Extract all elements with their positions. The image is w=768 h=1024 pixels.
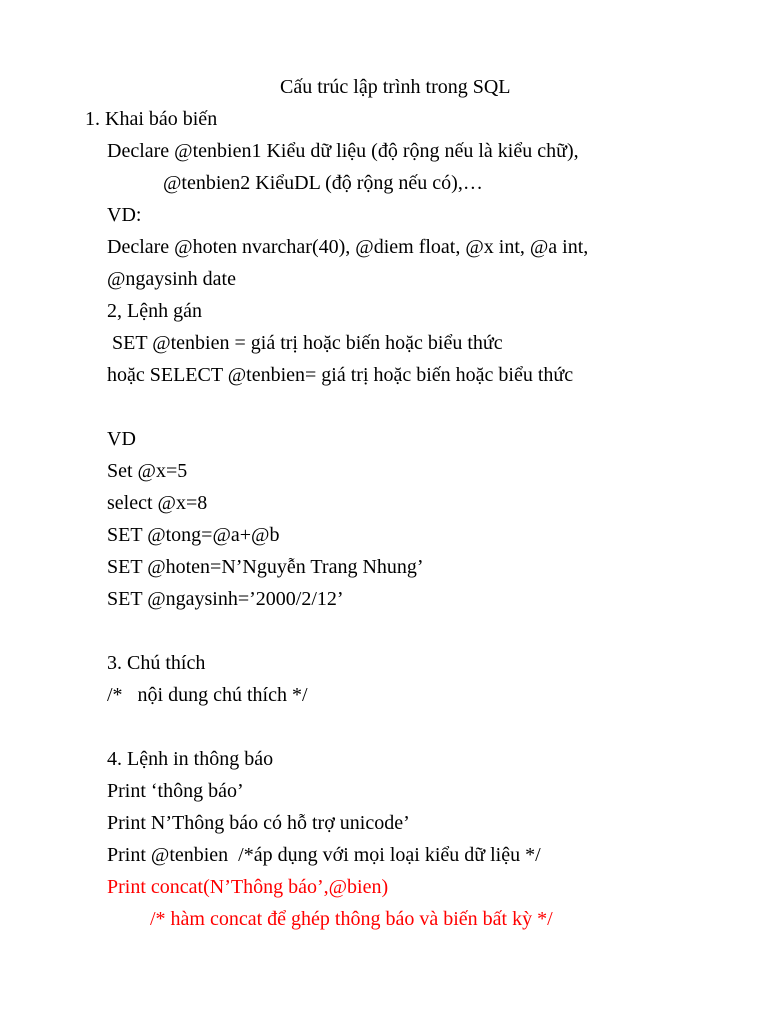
- assign-example-line: SET @ngaysinh=’2000/2/12’: [107, 588, 344, 610]
- assign-example-line: select @x=8: [107, 492, 208, 514]
- print-example-line: Print N’Thông báo có hỗ trợ unicode’: [107, 812, 410, 834]
- section-2-heading: 2, Lệnh gán: [107, 300, 202, 322]
- assign-example-line: Set @x=5: [107, 460, 188, 482]
- assign-example-line: SET @tong=@a+@b: [107, 524, 280, 546]
- declare-example-label: VD:: [107, 204, 142, 226]
- assign-syntax-line-1: SET @tenbien = giá trị hoặc biến hoặc biểu thức: [107, 332, 503, 354]
- declare-syntax-line-1: Declare @tenbien1 Kiểu dữ liệu (độ rộng nếu là kiểu chữ),: [107, 140, 579, 162]
- section-1-heading: 1. Khai báo biến: [85, 108, 218, 130]
- declare-example-line-2: @ngaysinh date: [107, 268, 236, 290]
- declare-syntax-line-2: @tenbien2 KiểuDL (độ rộng nếu có),…: [163, 172, 483, 194]
- print-example-line: Print @tenbien /*áp dụng với mọi loại kiểu dữ liệu */: [107, 844, 541, 866]
- assign-example-label: VD: [107, 428, 136, 450]
- print-concat-line: Print concat(N’Thông báo’,@bien): [107, 876, 389, 898]
- assign-example-line: SET @hoten=N’Nguyễn Trang Nhung’: [107, 556, 424, 578]
- declare-example-line-1: Declare @hoten nvarchar(40), @diem float, @x int, @a int,: [107, 236, 589, 258]
- section-3-heading: 3. Chú thích: [107, 652, 206, 674]
- assign-syntax-line-2: hoặc SELECT @tenbien= giá trị hoặc biến hoặc biểu thức: [107, 364, 574, 386]
- print-example-line: Print ‘thông báo’: [107, 780, 244, 802]
- print-concat-comment: /* hàm concat để ghép thông báo và biến bất kỳ */: [150, 908, 553, 930]
- comment-syntax: /* nội dung chú thích */: [107, 684, 308, 706]
- document-title: Cấu trúc lập trình trong SQL: [280, 76, 511, 98]
- section-4-heading: 4. Lệnh in thông báo: [107, 748, 274, 770]
